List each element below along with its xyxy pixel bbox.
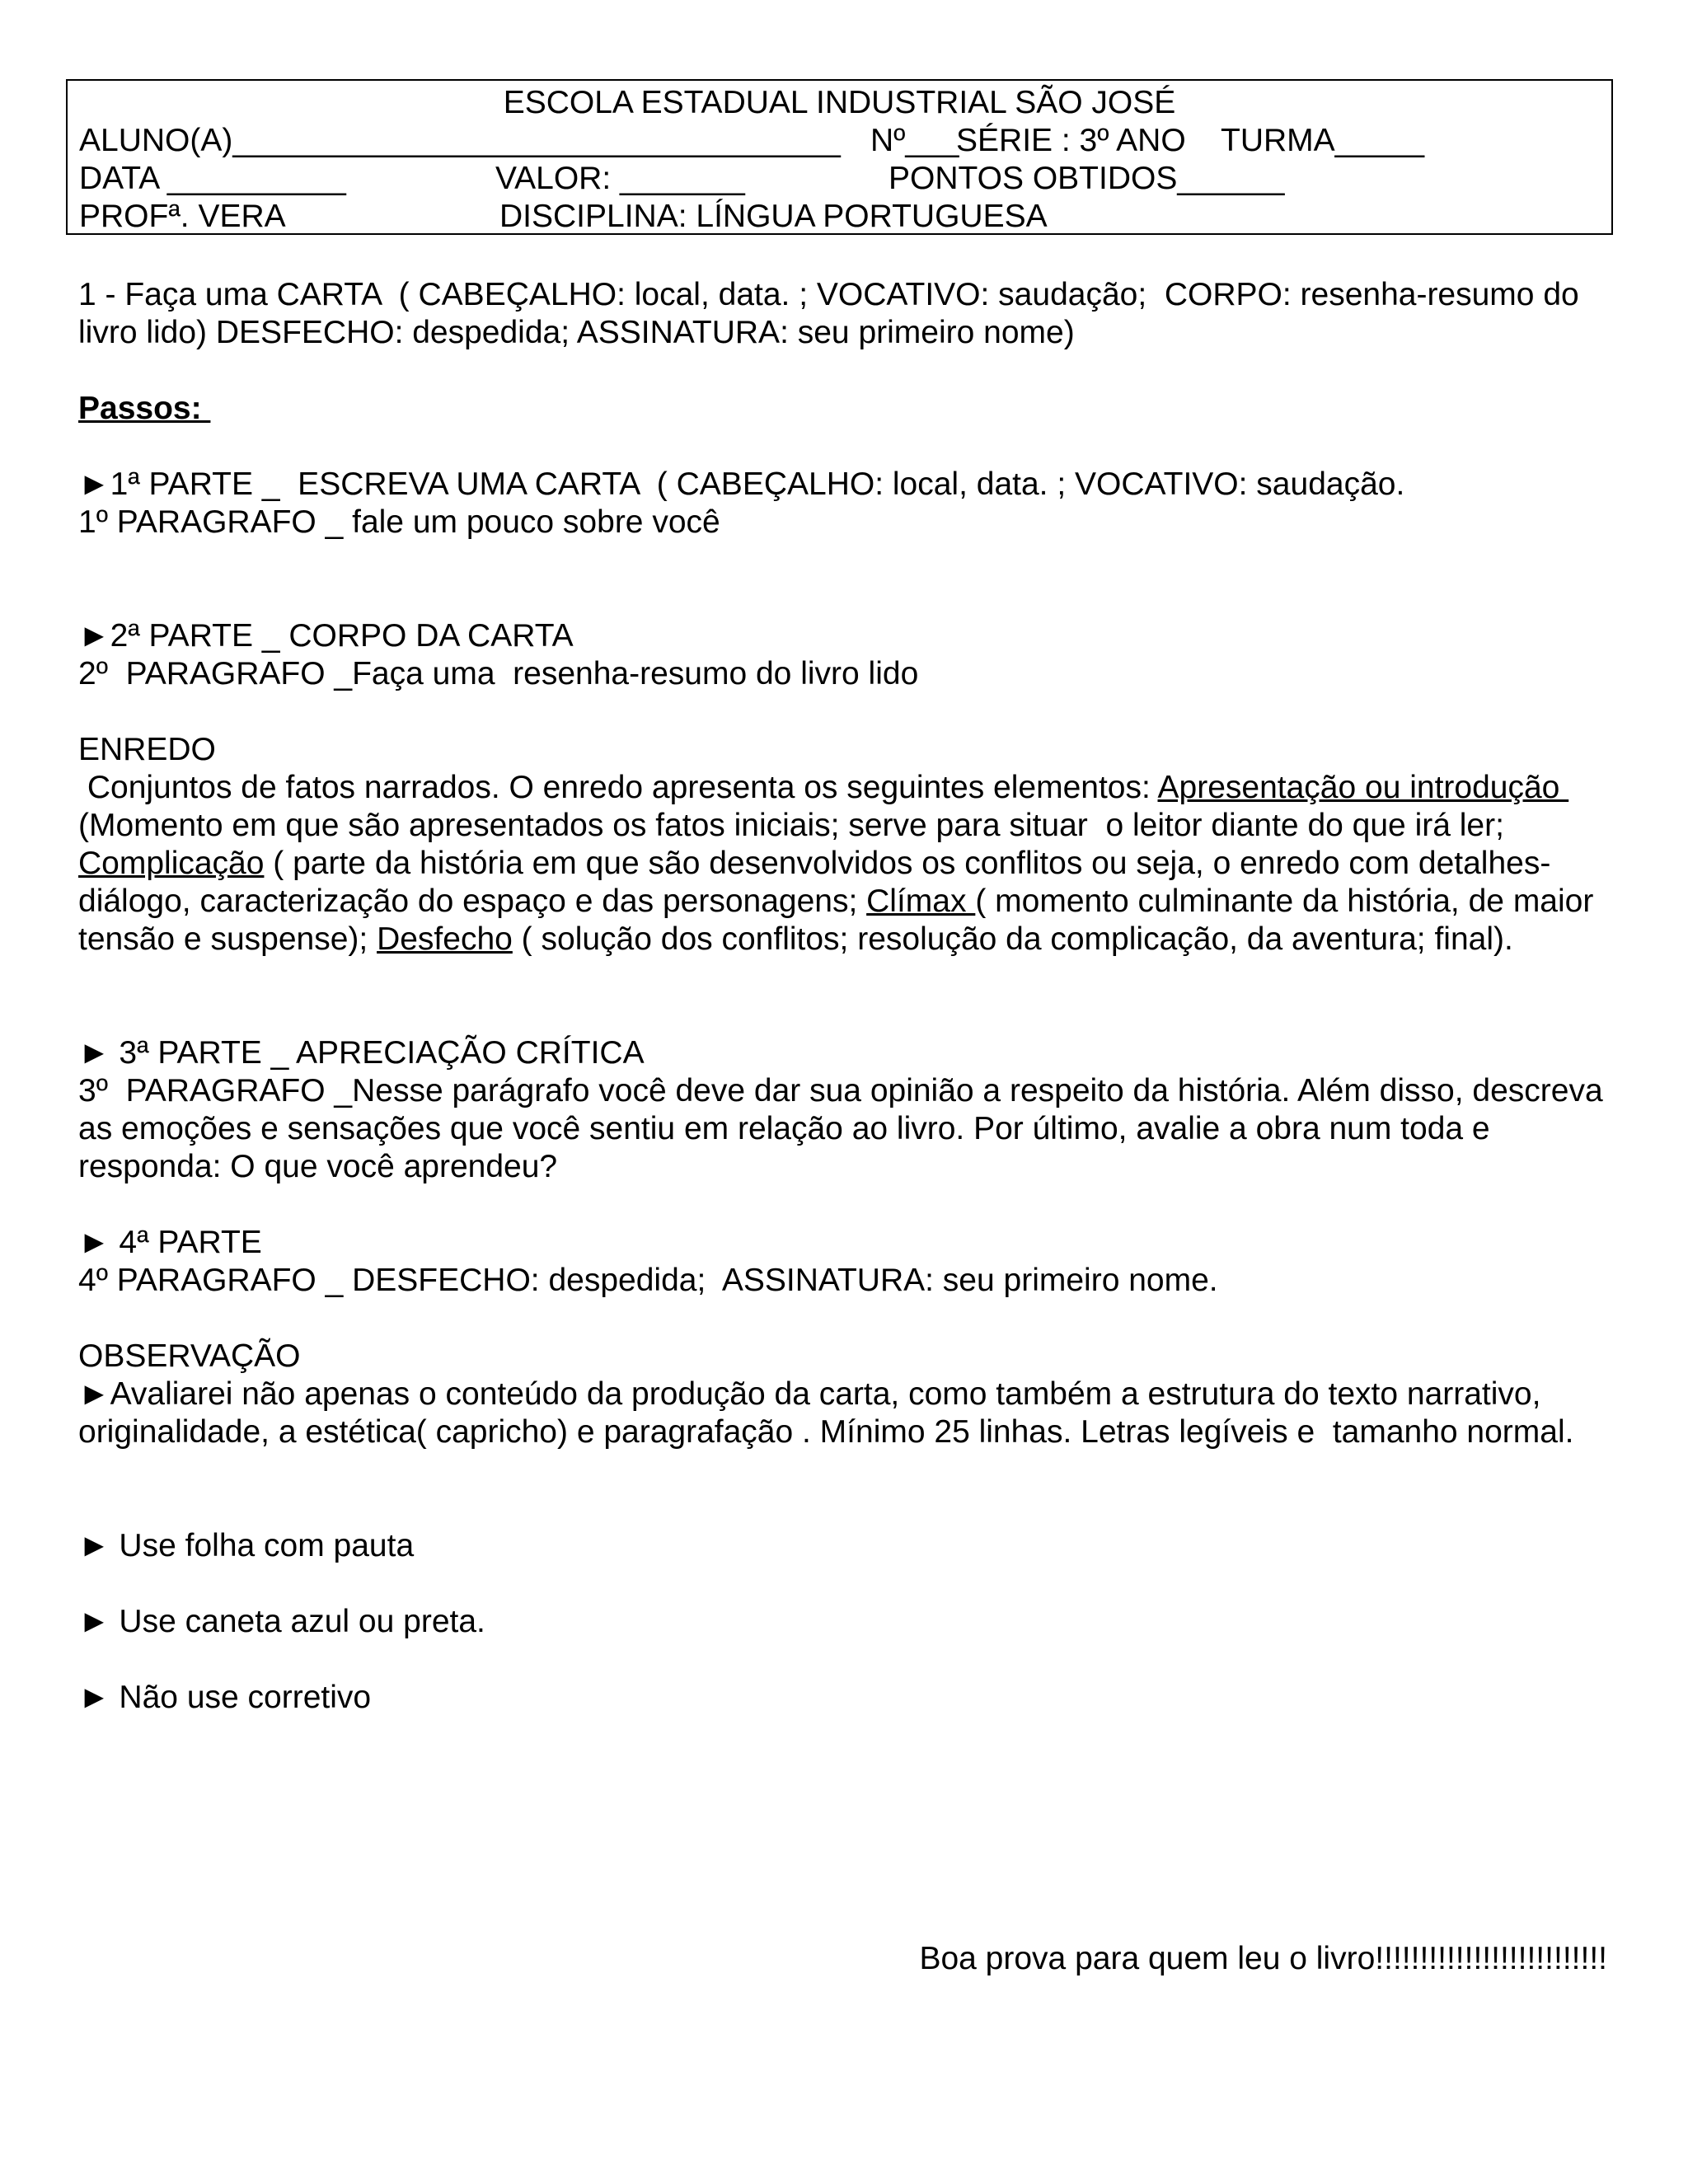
rule-item: ► Use folha com pauta: [78, 1528, 415, 1563]
document-body: [78, 276, 1611, 1717]
part3-title: ► 3ª PARTE _ APRECIAÇÃO CRÍTICA: [78, 1035, 645, 1071]
plot-text-4: ( momento culminante da história, de maior tensão e suspense);: [78, 883, 1603, 957]
part2-text: 2º PARAGRAFO _Faça uma resenha-resumo do livro lido: [78, 656, 919, 691]
rule-item: ► Não use corretivo: [78, 1680, 372, 1715]
plot-text-5: ( solução dos conflitos; resolução da complicação, da aventura; final).: [512, 921, 1513, 957]
plot-text-1: Conjuntos de fatos narrados. O enredo apresenta os seguintes elementos:: [78, 770, 1158, 805]
school-name: ESCOLA ESTADUAL INDUSTRIAL SÃO JOSÉ: [503, 85, 1176, 120]
value-field[interactable]: VALOR: _______: [495, 161, 745, 196]
date-field[interactable]: DATA __________: [79, 161, 346, 196]
part3-text: 3º PARAGRAFO _Nesse parágrafo você deve dar sua opinião a respeito da história. Além disso, descreva as emoções e sensações que você sentiu em relação ao livro. Por último, avalie a obra num toda e responda: O que você aprendeu?: [78, 1073, 1612, 1184]
closing-message: Boa prova para quem leu o livro!!!!!!!!!!!!!!!!!!!!!!!!!!: [919, 1941, 1607, 1976]
number-field[interactable]: Nº___: [870, 123, 959, 158]
plot-term-introduction: Apresentação ou introdução: [1157, 770, 1569, 805]
plot-heading: ENREDO: [78, 732, 216, 767]
part2-title: ►2ª PARTE _ CORPO DA CARTA: [78, 618, 574, 654]
steps-heading: Passos:: [78, 391, 211, 426]
student-field[interactable]: ALUNO(A)__________________________________: [79, 123, 841, 158]
plot-text-3: ( parte da história em que são desenvolvidos os conflitos ou seja, o enredo com detalhes-diálogo, caracterização do espaço e das personagens;: [78, 846, 1551, 919]
plot-term-resolution: Desfecho: [377, 921, 513, 957]
note-heading: OBSERVAÇÃO: [78, 1338, 301, 1374]
rule-item: ► Use caneta azul ou preta.: [78, 1604, 485, 1639]
grade-label: SÉRIE : 3º ANO: [956, 123, 1186, 158]
note-text: ►Avaliarei não apenas o conteúdo da produção da carta, como também a estrutura do texto narrativo, originalidade, a estética( capricho) e paragrafação . Mínimo 25 linhas. Letras legíveis e tamanho normal.: [78, 1376, 1574, 1450]
part1-text: 1º PARAGRAFO _ fale um pouco sobre você: [78, 504, 720, 540]
points-field[interactable]: PONTOS OBTIDOS______: [889, 161, 1285, 196]
part4-title: ► 4ª PARTE: [78, 1225, 262, 1260]
class-field[interactable]: TURMA_____: [1221, 123, 1425, 158]
plot-paragraph: [78, 769, 1611, 958]
plot-term-complication: Complicação: [78, 846, 265, 881]
plot-text-2: (Momento em que são apresentados os fatos iniciais; serve para situar o leitor diante do que irá ler;: [78, 808, 1513, 843]
subject-label: DISCIPLINA: LÍNGUA PORTUGUESA: [499, 199, 1048, 234]
part4-text: 4º PARAGRAFO _ DESFECHO: despedida; ASSINATURA: seu primeiro nome.: [78, 1263, 1218, 1298]
question-text: 1 - Faça uma CARTA ( CABEÇALHO: local, data. ; VOCATIVO: saudação; CORPO: resenha-resumo do livro lido) DESFECHO: despedida; ASSINATURA: seu primeiro nome): [78, 277, 1588, 350]
exam-header: [66, 79, 1613, 235]
teacher-label: PROFª. VERA: [79, 199, 286, 234]
plot-term-climax: Clímax: [866, 883, 976, 919]
part1-title: ►1ª PARTE _ ESCREVA UMA CARTA ( CABEÇALHO: local, data. ; VOCATIVO: saudação.: [78, 466, 1405, 502]
